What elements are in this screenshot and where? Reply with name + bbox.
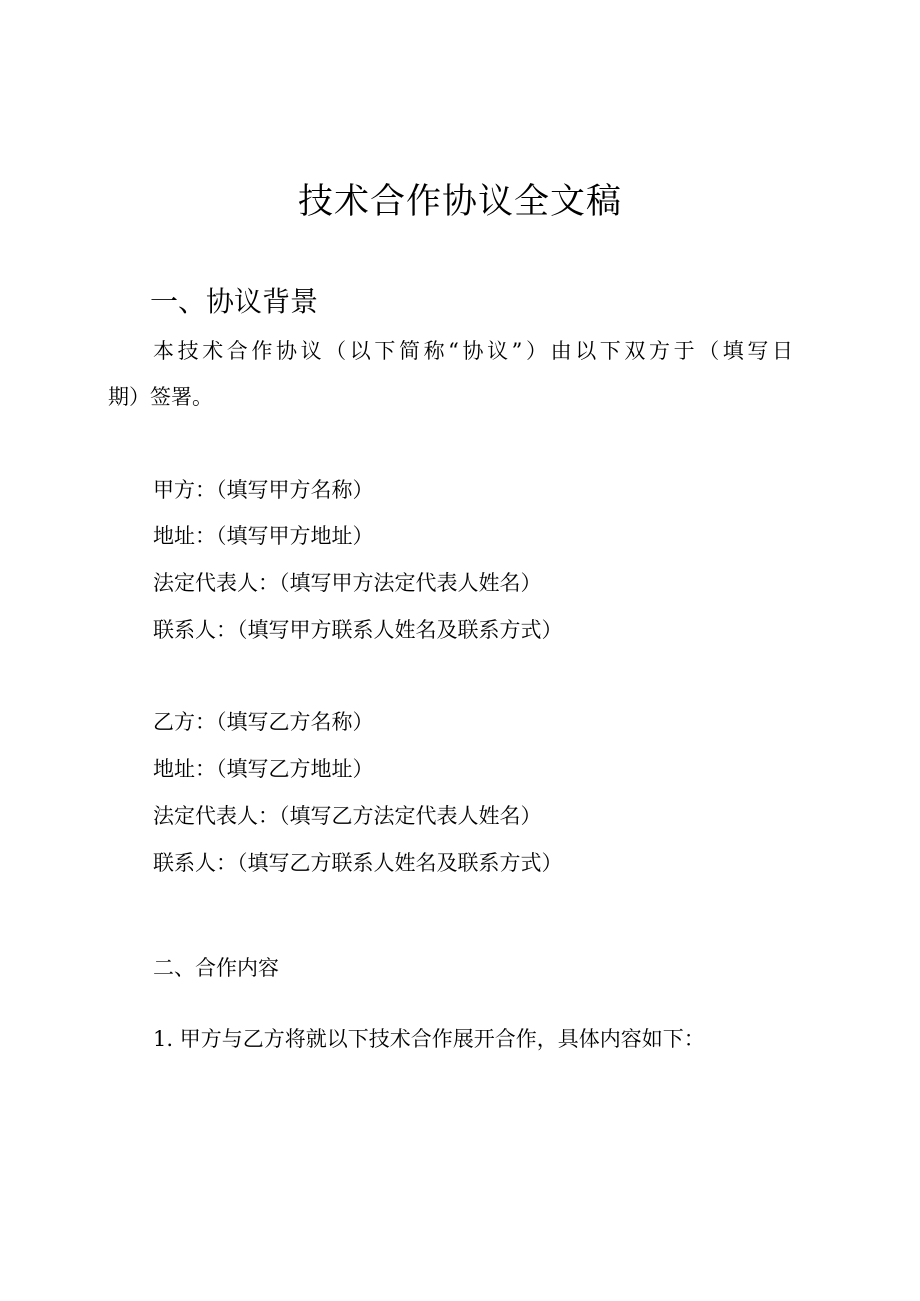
cooperation-item-1: 1. 甲方与乙方将就以下技术合作展开合作，具体内容如下： bbox=[153, 1027, 705, 1051]
party-b-address: 地址：（填写乙方地址） bbox=[153, 757, 374, 781]
party-a-name: 甲方：（填写甲方名称） bbox=[153, 478, 374, 502]
document-title: 技术合作协议全文稿 bbox=[297, 182, 622, 222]
section-heading-cooperation: 二、合作内容 bbox=[153, 956, 279, 980]
party-a-address: 地址：（填写甲方地址） bbox=[153, 524, 374, 548]
party-b-name: 乙方：（填写乙方名称） bbox=[153, 710, 374, 734]
party-b-legal-representative: 法定代表人：（填写乙方法定代表人姓名） bbox=[153, 804, 542, 828]
intro-paragraph-line-2: 期）签署。 bbox=[108, 385, 213, 409]
party-a-contact: 联系人：（填写甲方联系人姓名及联系方式） bbox=[153, 618, 563, 642]
section-heading-background: 一、协议背景 bbox=[150, 285, 319, 318]
intro-paragraph-line-1: 本技术合作协议（以下简称“协议”）由以下双方于（填写日 bbox=[153, 339, 793, 363]
party-b-contact: 联系人：（填写乙方联系人姓名及联系方式） bbox=[153, 851, 563, 875]
party-a-legal-representative: 法定代表人：（填写甲方法定代表人姓名） bbox=[153, 571, 542, 595]
